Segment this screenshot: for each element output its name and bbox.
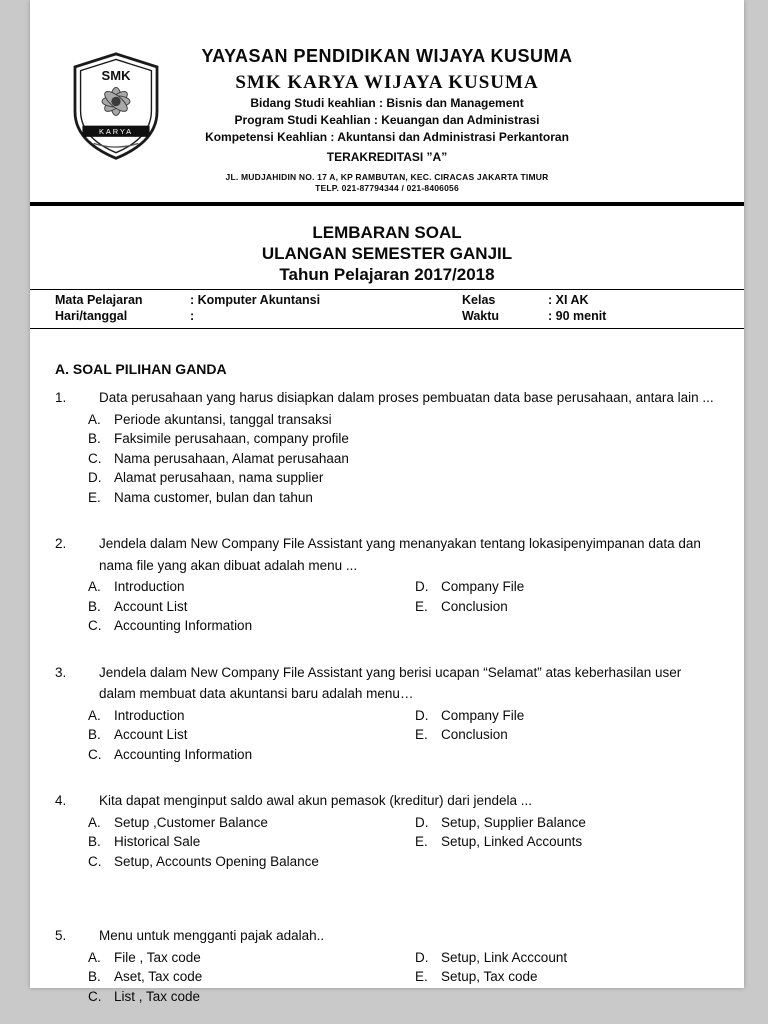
option-columns — [88, 706, 719, 765]
option-letter: C. — [88, 853, 102, 869]
answer-option — [88, 468, 719, 488]
doc-title-line1: LEMBARAN SOAL — [312, 223, 462, 242]
option-text: Nama perusahaan, Alamat perusahaan — [114, 450, 349, 466]
option-letter: D. — [415, 949, 429, 965]
option-letter: E. — [415, 598, 428, 614]
question-number: 5. — [55, 928, 67, 943]
logo-smk-text: SMK — [101, 67, 131, 83]
option-text: Setup ,Customer Balance — [114, 814, 268, 830]
option-letter: A. — [88, 579, 101, 594]
question-number: 4. — [55, 793, 67, 808]
answer-option — [88, 852, 415, 872]
section-title: A. SOAL PILIHAN GANDA — [55, 361, 227, 377]
study-program-line: Program Studi Keahlian : Keuangan dan Administrasi — [234, 113, 540, 127]
option-letter: D. — [415, 579, 429, 594]
option-letter: E. — [88, 489, 101, 505]
option-letter: D. — [415, 814, 429, 830]
meta-value: : 90 menit — [548, 308, 607, 323]
option-text: Setup, Link Acccount — [441, 949, 568, 965]
school-phone: TELP. 021-87794344 / 021-8406056 — [315, 183, 459, 193]
option-letter: B. — [88, 598, 101, 614]
answer-option — [415, 813, 719, 833]
answer-option — [88, 706, 415, 726]
option-list — [88, 410, 719, 508]
foundation-name: YAYASAN PENDIDIKAN WIJAYA KUSUMA — [201, 46, 573, 66]
school-address: JL. MUDJAHIDIN NO. 17 A, KP RAMBUTAN, KEC. CIRACAS JAKARTA TIMUR — [225, 172, 549, 182]
option-text: Company File — [441, 579, 525, 594]
meta-row — [55, 309, 719, 325]
option-letter: E. — [415, 969, 428, 984]
option-text: Alamat perusahaan, nama supplier — [114, 470, 324, 485]
option-columns — [88, 948, 719, 1007]
option-letter: B. — [88, 969, 101, 984]
option-text: Conclusion — [441, 727, 508, 742]
question — [55, 533, 719, 636]
option-column-right — [415, 577, 719, 636]
option-text: Aset, Tax code — [114, 969, 203, 984]
answer-option — [415, 832, 719, 852]
logo-band-text: KARYA — [99, 127, 133, 137]
document-title — [30, 222, 744, 285]
option-text: Nama customer, bulan dan tahun — [114, 489, 313, 505]
option-text: Historical Sale — [114, 834, 201, 849]
option-letter: A. — [88, 707, 101, 723]
option-letter: A. — [88, 411, 101, 427]
answer-option — [88, 745, 415, 765]
option-column-left — [88, 813, 415, 872]
letterhead — [30, 44, 744, 194]
meta-label: Hari/tanggal — [55, 308, 128, 323]
option-text: List , Tax code — [114, 988, 201, 1004]
answer-option — [88, 597, 415, 617]
option-column-right — [415, 948, 719, 1007]
question-text: Jendela dalam New Company File Assistant yang menanyakan tentang lokasipenyimpanan data dan nama file yang akan dibuat adalah menu ... — [99, 536, 701, 573]
question — [55, 790, 719, 871]
question-number: 1. — [55, 390, 67, 405]
question-header — [55, 790, 719, 812]
answer-option — [88, 987, 415, 1007]
option-letter: A. — [88, 949, 101, 965]
school-name: SMK KARYA WIJAYA KUSUMA — [235, 72, 539, 93]
answer-option — [88, 488, 719, 508]
answer-option — [88, 967, 415, 987]
option-text: Setup, Tax code — [441, 969, 538, 984]
option-letter: B. — [88, 727, 101, 742]
option-column-left — [88, 948, 415, 1007]
option-text: Introduction — [114, 707, 185, 723]
answer-option — [88, 410, 719, 430]
competency-line: Kompetensi Keahlian : Akuntansi dan Administrasi Perkantoran — [205, 130, 569, 144]
option-columns — [88, 577, 719, 636]
meta-label: Waktu — [462, 308, 500, 323]
question-number: 2. — [55, 536, 67, 551]
meta-value: : Komputer Akuntansi — [190, 293, 321, 307]
doc-title-line3: Tahun Pelajaran 2017/2018 — [279, 265, 495, 284]
option-column-right — [415, 706, 719, 765]
question-header — [55, 533, 719, 576]
option-column-left — [88, 706, 415, 765]
option-letter: B. — [88, 834, 101, 849]
answer-option — [415, 725, 719, 745]
question — [55, 925, 719, 1006]
option-text: Company File — [441, 707, 525, 723]
option-text: Account List — [114, 727, 188, 742]
option-letter: D. — [88, 470, 102, 485]
option-text: Periode akuntansi, tanggal transaksi — [114, 411, 332, 427]
question-header — [55, 387, 719, 409]
header-divider — [30, 202, 744, 206]
option-text: File , Tax code — [114, 949, 201, 965]
option-letter: E. — [415, 834, 428, 849]
option-text: Accounting Information — [114, 746, 253, 762]
option-letter: C. — [88, 988, 102, 1004]
question-text: Data perusahaan yang harus disiapkan dalam proses pembuatan data base perusahaan, antara lain ... — [99, 390, 714, 405]
exam-page — [30, 0, 744, 1004]
school-badge-icon — [66, 52, 166, 162]
question-header — [55, 662, 719, 705]
meta-table — [30, 289, 744, 329]
question-list — [30, 387, 744, 1006]
question-number: 3. — [55, 664, 67, 680]
meta-row — [55, 293, 719, 309]
meta-value: : XI AK — [548, 293, 589, 307]
question-text: Kita dapat menginput saldo awal akun pemasok (kreditur) dari jendela ... — [99, 793, 532, 808]
option-text: Conclusion — [441, 598, 508, 614]
option-columns — [88, 813, 719, 872]
answer-option — [88, 948, 415, 968]
answer-option — [88, 429, 719, 449]
doc-title-line2: ULANGAN SEMESTER GANJIL — [261, 244, 513, 263]
option-text: Introduction — [114, 579, 185, 594]
answer-option — [415, 597, 719, 617]
option-text: Account List — [114, 598, 188, 614]
option-text: Setup, Linked Accounts — [441, 834, 583, 849]
question-text: Menu untuk mengganti pajak adalah.. — [99, 928, 325, 943]
accreditation-text: TERAKREDITASI ”A” — [326, 150, 448, 164]
meta-label: Mata Pelajaran — [55, 293, 143, 307]
school-logo — [66, 52, 166, 162]
answer-option — [88, 449, 719, 469]
answer-option — [88, 616, 415, 636]
meta-label: Kelas — [462, 293, 496, 307]
answer-option — [88, 813, 415, 833]
answer-option — [415, 967, 719, 987]
question-header — [55, 925, 719, 947]
option-text: Setup, Supplier Balance — [441, 814, 586, 830]
answer-option — [415, 706, 719, 726]
answer-option — [88, 832, 415, 852]
option-letter: C. — [88, 618, 102, 633]
option-column-left — [88, 577, 415, 636]
option-text: Faksimile perusahaan, company profile — [114, 431, 349, 446]
answer-option — [415, 577, 719, 597]
option-letter: E. — [415, 727, 428, 742]
option-letter: B. — [88, 431, 101, 446]
answer-option — [88, 725, 415, 745]
option-letter: C. — [88, 450, 102, 466]
option-text: Accounting Information — [114, 618, 253, 633]
option-letter: A. — [88, 814, 101, 830]
option-column-right — [415, 813, 719, 872]
option-letter: D. — [415, 707, 429, 723]
option-letter: C. — [88, 746, 102, 762]
study-field-line: Bidang Studi keahlian : Bisnis dan Management — [250, 96, 524, 110]
meta-value: : — [190, 308, 195, 323]
answer-option — [415, 948, 719, 968]
question-text: Jendela dalam New Company File Assistant yang berisi ucapan “Selamat” atas keberhasilan user dalam membuat data akuntansi baru adalah menu… — [99, 664, 682, 701]
question — [55, 662, 719, 765]
question — [55, 387, 719, 507]
option-text: Setup, Accounts Opening Balance — [114, 853, 319, 869]
answer-option — [88, 577, 415, 597]
